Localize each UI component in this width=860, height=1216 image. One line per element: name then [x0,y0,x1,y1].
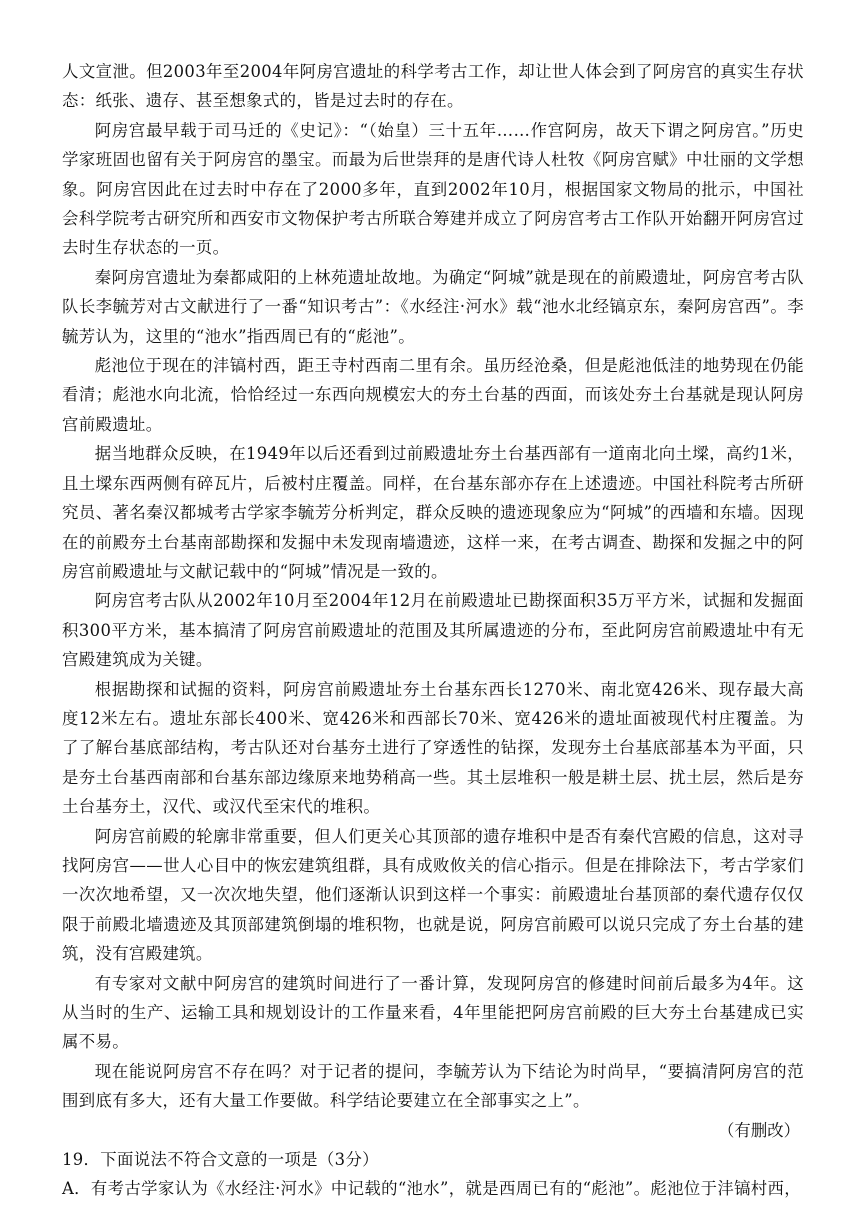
article-paragraph: 秦阿房宫遗址为秦都咸阳的上林苑遗址故地。为确定“阿城”就是现在的前殿遗址，阿房宫考古队队长李毓芳对古文献进行了一番“知识考古”：《水经注·河水》载“池水北经镐京东，秦阿房宫西”。李毓芳认为，这里的“池水”指西周已有的“彪池”。 [62,267,804,346]
article-paragraph-continued: 人文宣泄。但2003年至2004年阿房宫遗址的科学考古工作，却让世人体会到了阿房宫的真实生存状态：纸张、遗存、甚至想象式的，皆是过去时的存在。 [62,62,804,111]
article-paragraph: 据当地群众反映，在1949年以后还看到过前殿遗址夯土台基西部有一道南北向土墚，高约1米，且土墚东西两侧有碎瓦片，后被村庄覆盖。同样，在台基东部亦存在上述遗迹。中国社科院考古所研究员、著名秦汉都城考古学家李毓芳分析判定，群众反映的遗迹现象应为“阿城”的西墙和东墙。因现在的前殿夯土台基南部勘探和发掘中未发现南墙遗迹，这样一来，在考古调查、勘探和发掘之中的阿房宫前殿遗址与文献记载中的“阿城”情况是一致的。 [62,444,804,581]
question-option-a: A．有考古学家认为《水经注·河水》中记载的“池水”，就是西周已有的“彪池”。彪池位于沣镐村西， [62,1179,802,1199]
article-paragraph: 阿房宫考古队从2002年10月至2004年12月在前殿遗址已勘探面积35万平方米，试掘和发掘面积300平方米，基本搞清了阿房宫前殿遗址的范围及其所属遗迹的分布，至此阿房宫前殿遗址中有无宫殿建筑成为关键。 [62,591,804,670]
article-paragraph: 彪池位于现在的沣镐村西，距王寺村西南二里有余。虽历经沧桑，但是彪池低洼的地势现在仍能看清；彪池水向北流，恰恰经过一东西向规模宏大的夯土台基的西面，而该处夯土台基就是现认阿房宫前殿遗址。 [62,356,804,434]
document-page [62,57,804,1204]
article-paragraph: 现在能说阿房宫不存在吗？对于记者的提问，李毓芳认为下结论为时尚早，“要搞清阿房宫的范围到底有多大，还有大量工作要做。科学结论要建立在全部事实之上”。 [62,1061,804,1111]
article-paragraph: 有专家对文献中阿房宫的建筑时间进行了一番计算，发现阿房宫的修建时间前后最多为4年。这从当时的生产、运输工具和规划设计的工作量来看，4年里能把阿房宫前殿的巨大夯土台基建成已实属不易。 [62,973,804,1052]
question-stem: 19．下面说法不符合文意的一项是（3分） [62,1150,379,1170]
source-note: （有删改） [718,1120,800,1140]
article-paragraph: 根据勘探和试掘的资料，阿房宫前殿遗址夯土台基东西长1270米、南北宽426米、现存最大高度12米左右。遗址东部长400米、宽426米和西部长70米、宽426米的遗址面被现代村庄覆盖。为了了解台基底部结构，考古队还对台基夯土进行了穿透性的钻探，发现夯土台基底部基本为平面，只是夯土台基西南部和台基东部边缘原来地势稍高一些。其土层堆积一般是耕土层、扰土层，然后是夯土台基夯土，汉代、或汉代至宋代的堆积。 [62,679,804,817]
article-paragraph: 阿房宫前殿的轮廓非常重要，但人们更关心其顶部的遗存堆积中是否有秦代宫殿的信息，这对寻找阿房宫——世人心目中的恢宏建筑组群，具有成败攸关的信心指示。但是在排除法下，考古学家们一次次地希望，又一次次地失望，他们逐渐认识到这样一个事实：前殿遗址台基顶部的秦代遗存仅仅限于前殿北墙遗迹及其顶部建筑倒塌的堆积物，也就是说，阿房宫前殿可以说只完成了夯土台基的建筑，没有宫殿建筑。 [62,826,804,964]
article-paragraph: 阿房宫最早载于司马迁的《史记》：“（始皇）三十五年……作宫阿房，故天下谓之阿房宫。”历史学家班固也留有关于阿房宫的墨宝。而最为后世崇拜的是唐代诗人杜牧《阿房宫赋》中壮丽的文学想象。阿房宫因此在过去时中存在了2000多年，直到2002年10月，根据国家文物局的批示，中国社会科学院考古研究所和西安市文物保护考古所联合筹建并成立了阿房宫考古工作队开始翻开阿房宫过去时生存状态的一页。 [62,120,804,258]
